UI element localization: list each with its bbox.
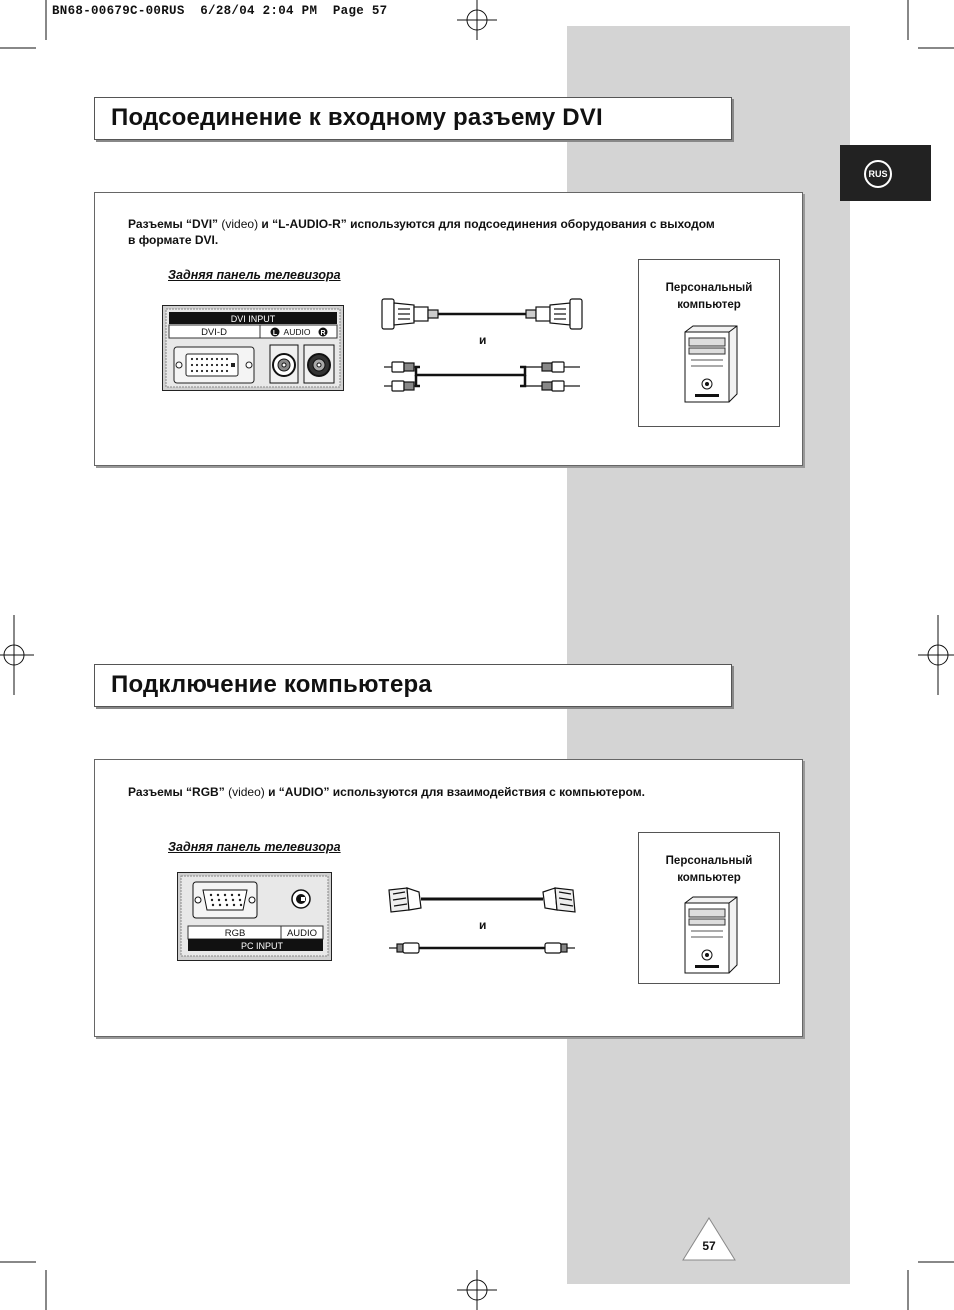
desc-part: и “AUDIO” используются для взаимодействия с компьютером. bbox=[268, 785, 645, 799]
desc-line2: в формате DVI. bbox=[128, 233, 219, 247]
section1-panel-caption: Задняя панель телевизора bbox=[168, 268, 341, 282]
section1-title-box bbox=[94, 97, 732, 140]
rgb-label: RGB bbox=[224, 928, 246, 939]
page-number: 57 bbox=[702, 1239, 716, 1253]
desc-part: (video) bbox=[224, 785, 269, 799]
language-badge: RUS bbox=[864, 160, 892, 188]
print-header: BN68-00679C-00RUS 6/28/04 2:04 PM Page 57 bbox=[52, 4, 388, 18]
audio-label: AUDIO bbox=[286, 928, 318, 939]
section1-description bbox=[128, 216, 778, 248]
pc-label-line1: Персональный bbox=[665, 855, 753, 867]
section2-title-box bbox=[94, 664, 732, 707]
dvi-rear-panel bbox=[162, 305, 344, 391]
pc-label-line1: Персональный bbox=[665, 282, 753, 294]
section2-pc-box bbox=[638, 832, 780, 984]
computer-tower-icon bbox=[683, 324, 739, 404]
desc-part: Разъемы “RGB” bbox=[128, 785, 225, 799]
audio-r-label: R bbox=[320, 330, 326, 337]
desc-part: и “L-AUDIO-R” используются для подсоединения оборудования с выходом bbox=[261, 217, 715, 231]
computer-tower-icon bbox=[683, 895, 739, 975]
pc-label-line2: компьютер bbox=[677, 872, 741, 884]
dvi-input-label: DVI INPUT bbox=[230, 314, 276, 324]
section2-description bbox=[128, 784, 778, 800]
section1-and-label: и bbox=[479, 333, 487, 347]
dvi-d-label: DVI-D bbox=[201, 327, 227, 338]
section2-panel-caption: Задняя панель телевизора bbox=[168, 840, 341, 854]
section2-title: Подключение компьютера bbox=[111, 671, 432, 698]
pc-label bbox=[639, 280, 779, 314]
desc-part: (video) bbox=[218, 217, 262, 231]
audio-label: AUDIO bbox=[283, 327, 311, 337]
pc-label bbox=[639, 853, 779, 887]
audio-l-label: L bbox=[272, 330, 278, 337]
pc-rear-panel bbox=[177, 872, 332, 961]
desc-part: Разъемы “DVI” bbox=[128, 217, 219, 231]
section1-pc-box bbox=[638, 259, 780, 427]
section1-title: Подсоединение к входному разъему DVI bbox=[111, 104, 603, 131]
pc-input-label: PC INPUT bbox=[240, 941, 284, 951]
pc-label-line2: компьютер bbox=[677, 299, 741, 311]
section2-and-label: и bbox=[479, 918, 487, 932]
